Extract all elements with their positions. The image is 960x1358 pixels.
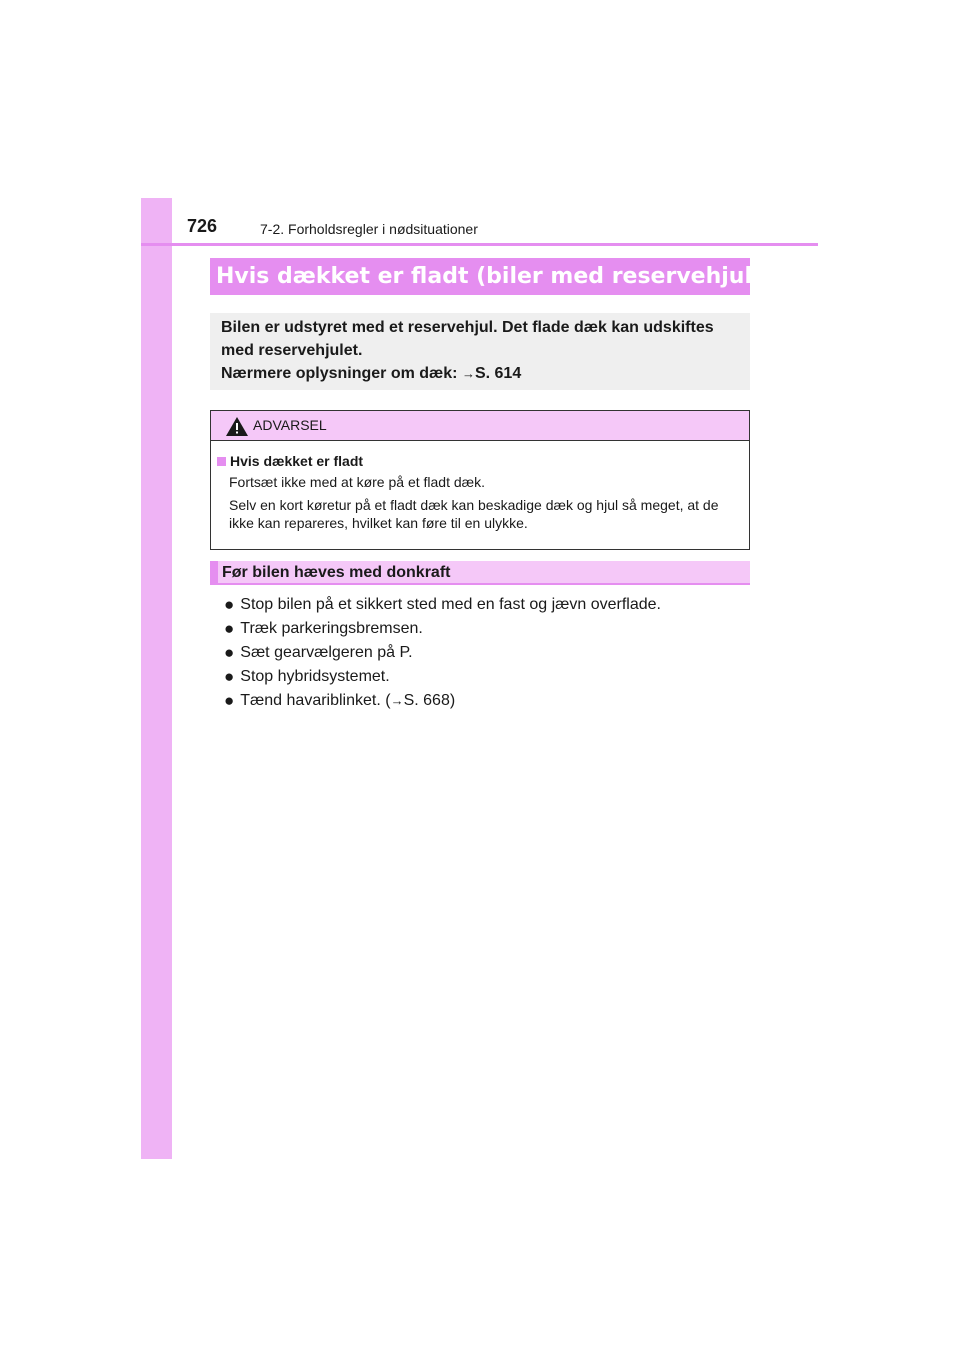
warning-box bbox=[210, 410, 750, 550]
warning-title-text: Hvis dækket er fladt bbox=[230, 453, 364, 469]
bullet-dot-icon: ● bbox=[224, 666, 235, 686]
header-rule bbox=[141, 243, 818, 246]
section-reference: 7-2. Forholdsregler i nødsituationer bbox=[260, 221, 478, 237]
bullet-dot-icon: ● bbox=[224, 690, 235, 710]
warning-title bbox=[217, 453, 739, 469]
warning-paragraph-2: Selv en kort køretur på et fladt dæk kan beskadige dæk og hjul så meget, at de ikke kan repareres, hvilket kan føre til en ulykke. bbox=[229, 497, 719, 531]
list-item bbox=[224, 616, 744, 640]
intro-line-3-text: Nærmere oplysninger om dæk: bbox=[221, 365, 462, 382]
subsection-heading bbox=[210, 561, 750, 585]
intro-line-3 bbox=[221, 362, 739, 385]
intro-page-ref[interactable]: S. 614 bbox=[474, 365, 522, 382]
step-text: Stop bilen på et sikkert sted med en fast og jævn overflade. bbox=[240, 595, 661, 613]
bullet-dot-icon: ● bbox=[224, 642, 235, 662]
step-page-ref[interactable]: S. 668) bbox=[403, 691, 456, 709]
arrow-right-icon: → bbox=[461, 366, 475, 381]
intro-line-1: Bilen er udstyret med et reservehjul. Det flade dæk kan udskiftes bbox=[221, 319, 714, 336]
warning-triangle-icon bbox=[225, 416, 249, 437]
bullet-dot-icon: ● bbox=[224, 618, 235, 638]
list-item bbox=[224, 664, 744, 688]
list-item bbox=[224, 640, 744, 664]
warning-header bbox=[211, 411, 749, 441]
bullet-dot-icon: ● bbox=[224, 594, 235, 614]
step-text: Stop hybridsystemet. bbox=[240, 667, 390, 685]
page-title: Hvis dækket er fladt (biler med reservehjul) bbox=[216, 264, 763, 289]
intro-line-2: med reservehjulet. bbox=[221, 342, 363, 359]
warning-label: ADVARSEL bbox=[253, 417, 327, 433]
square-marker-icon bbox=[217, 457, 226, 466]
list-item bbox=[224, 688, 744, 712]
side-strip bbox=[141, 198, 172, 1159]
subsection-title: Før bilen hæves med donkraft bbox=[222, 564, 451, 581]
step-text: Træk parkeringsbremsen. bbox=[240, 619, 423, 637]
steps-list bbox=[224, 592, 744, 712]
arrow-right-icon: → bbox=[390, 692, 404, 708]
step-text: Sæt gearvælgeren på P. bbox=[240, 643, 413, 661]
page-number: 726 bbox=[187, 216, 218, 236]
step-text: Tænd havariblinket. ( bbox=[240, 691, 391, 709]
page-title-bar bbox=[210, 258, 763, 295]
warning-paragraph-1: Fortsæt ikke med at køre på et fladt dæk. bbox=[229, 474, 485, 490]
intro-box bbox=[210, 313, 750, 390]
warning-body bbox=[211, 441, 749, 532]
list-item bbox=[224, 592, 744, 616]
